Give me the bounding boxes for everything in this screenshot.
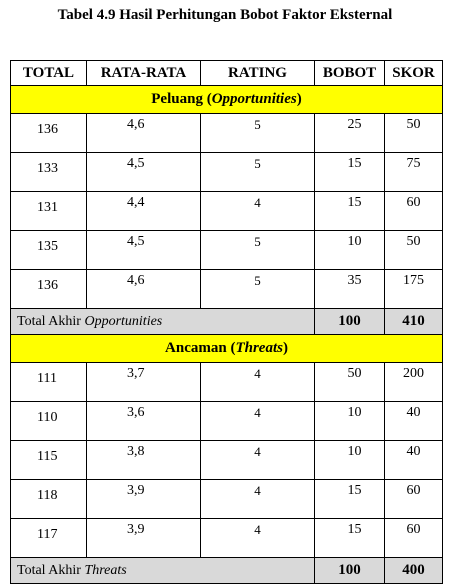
section-label-threats: Ancaman (Threats) bbox=[11, 335, 443, 363]
cell-bobot: 10 bbox=[315, 402, 385, 441]
cell-total: 136 bbox=[11, 114, 87, 153]
cell-rating: 4 bbox=[201, 363, 315, 402]
cell-skor: 60 bbox=[385, 192, 443, 231]
cell-skor: 50 bbox=[385, 231, 443, 270]
section-label-text: Peluang bbox=[151, 91, 203, 107]
cell-total: 117 bbox=[11, 519, 87, 558]
cell-rata-rata: 3,6 bbox=[87, 402, 201, 441]
cell-rating: 5 bbox=[201, 153, 315, 192]
cell-total: 131 bbox=[11, 192, 87, 231]
table-row bbox=[11, 114, 443, 153]
total-label-italic: Threats bbox=[84, 562, 127, 578]
cell-rating: 5 bbox=[201, 114, 315, 153]
cell-bobot: 10 bbox=[315, 441, 385, 480]
cell-bobot: 15 bbox=[315, 192, 385, 231]
cell-skor: 60 bbox=[385, 519, 443, 558]
table-row bbox=[11, 192, 443, 231]
table-row bbox=[11, 402, 443, 441]
cell-rating: 5 bbox=[201, 270, 315, 309]
cell-skor: 75 bbox=[385, 153, 443, 192]
table-row bbox=[11, 153, 443, 192]
cell-rata-rata: 4,5 bbox=[87, 153, 201, 192]
external-factor-table bbox=[10, 60, 443, 584]
cell-bobot: 15 bbox=[315, 153, 385, 192]
total-label-text: Total Akhir bbox=[17, 313, 81, 329]
header-rata-rata: RATA-RATA bbox=[87, 61, 201, 86]
cell-bobot: 50 bbox=[315, 363, 385, 402]
section-row-opportunities bbox=[11, 86, 443, 114]
cell-total: 111 bbox=[11, 363, 87, 402]
cell-rating: 4 bbox=[201, 192, 315, 231]
section-label-opportunities: Peluang (Opportunities) bbox=[11, 86, 443, 114]
total-label-italic: Opportunities bbox=[84, 313, 163, 329]
cell-skor: 40 bbox=[385, 402, 443, 441]
table-row bbox=[11, 363, 443, 402]
cell-rating: 4 bbox=[201, 402, 315, 441]
header-skor: SKOR bbox=[385, 61, 443, 86]
cell-rating: 4 bbox=[201, 480, 315, 519]
table-title: Tabel 4.9 Hasil Perhitungan Bobot Faktor Eksternal bbox=[57, 7, 393, 23]
cell-total: 110 bbox=[11, 402, 87, 441]
cell-skor: 40 bbox=[385, 441, 443, 480]
cell-bobot: 10 bbox=[315, 231, 385, 270]
total-label-opportunities bbox=[11, 309, 315, 335]
cell-rata-rata: 3,7 bbox=[87, 363, 201, 402]
cell-rata-rata: 3,8 bbox=[87, 441, 201, 480]
total-skor-threats: 400 bbox=[385, 558, 443, 584]
cell-bobot: 25 bbox=[315, 114, 385, 153]
section-label-italic: Opportunities bbox=[211, 91, 297, 107]
header-bobot: BOBOT bbox=[315, 61, 385, 86]
total-row-opportunities bbox=[11, 309, 443, 335]
cell-rating: 4 bbox=[201, 519, 315, 558]
table-row bbox=[11, 231, 443, 270]
cell-skor: 50 bbox=[385, 114, 443, 153]
total-bobot-opportunities: 100 bbox=[315, 309, 385, 335]
table-row bbox=[11, 519, 443, 558]
cell-rata-rata: 4,6 bbox=[87, 270, 201, 309]
cell-rating: 4 bbox=[201, 441, 315, 480]
cell-rata-rata: 3,9 bbox=[87, 480, 201, 519]
cell-rata-rata: 4,5 bbox=[87, 231, 201, 270]
cell-bobot: 35 bbox=[315, 270, 385, 309]
section-label-italic: Threats bbox=[235, 340, 283, 356]
cell-skor: 200 bbox=[385, 363, 443, 402]
table-row bbox=[11, 480, 443, 519]
cell-total: 136 bbox=[11, 270, 87, 309]
header-row bbox=[11, 61, 443, 86]
cell-skor: 175 bbox=[385, 270, 443, 309]
cell-total: 135 bbox=[11, 231, 87, 270]
total-bobot-threats: 100 bbox=[315, 558, 385, 584]
cell-rata-rata: 4,6 bbox=[87, 114, 201, 153]
cell-total: 133 bbox=[11, 153, 87, 192]
cell-rata-rata: 4,4 bbox=[87, 192, 201, 231]
section-row-threats bbox=[11, 335, 443, 363]
cell-total: 118 bbox=[11, 480, 87, 519]
cell-total: 115 bbox=[11, 441, 87, 480]
cell-bobot: 15 bbox=[315, 480, 385, 519]
total-label-threats bbox=[11, 558, 315, 584]
cell-bobot: 15 bbox=[315, 519, 385, 558]
total-skor-opportunities: 410 bbox=[385, 309, 443, 335]
header-rating: RATING bbox=[201, 61, 315, 86]
header-total: TOTAL bbox=[11, 61, 87, 86]
total-label-text: Total Akhir bbox=[17, 562, 81, 578]
section-label-text: Ancaman bbox=[165, 340, 227, 356]
cell-rata-rata: 3,9 bbox=[87, 519, 201, 558]
table-row bbox=[11, 441, 443, 480]
total-row-threats bbox=[11, 558, 443, 584]
cell-skor: 60 bbox=[385, 480, 443, 519]
cell-rating: 5 bbox=[201, 231, 315, 270]
table-row bbox=[11, 270, 443, 309]
